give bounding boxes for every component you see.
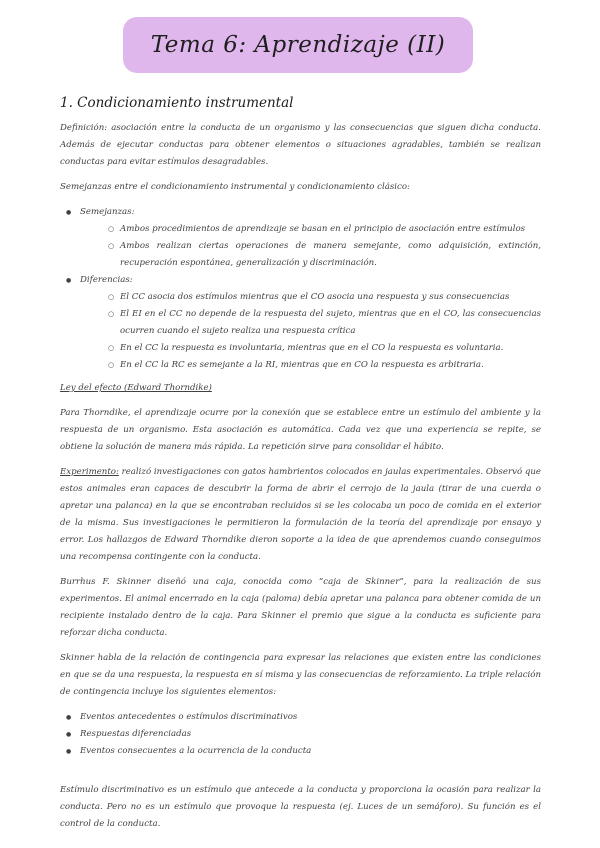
- list-item: ● Respuestas diferenciadas: [60, 726, 541, 743]
- similarities-sublist: [80, 221, 541, 272]
- list-item: ○ En el CC la RC es semejante a la RI, mientras que en CO la respuesta es arbitraria.: [80, 357, 541, 374]
- thorndike-paragraph: Para Thorndike, el aprendizaje ocurre por la conexión que se establece entre un estímulo del ambiente y la respuesta de un organismo. Esta asociación es automática. Cada vez que una experiencia se repite, se obtiene la solución de manera más rápida. La repetición sirve para consolidar el hábito.: [60, 408, 541, 452]
- document-body: [60, 93, 541, 841]
- list-item: ● Eventos antecedentes o estímulos discriminativos: [60, 709, 541, 726]
- list-item-differences: [60, 272, 541, 374]
- list-item: ○ En el CC la respuesta es involuntaria, mientras que en el CO la respuesta es voluntaria.: [80, 340, 541, 357]
- experiment-label: Experimento:: [60, 467, 119, 477]
- list-item: ○ Ambos procedimientos de aprendizaje se basan en el principio de asociación entre estímulos: [80, 221, 541, 238]
- contingency-list: [60, 709, 541, 760]
- comparison-list: [60, 204, 541, 374]
- experiment-text: realizó investigaciones con gatos hambrientos colocados en jaulas experimentales. Observó que estos animales eran capaces de descubrir la forma de abrir el cerrojo de la jaula (tirar de una cuerda o apretar una palanca) en la que se encontraban recluidos si se les colocaba un poco de comida en el exterior de la misma. Sus investigaciones le permitieron la formulación de la teoría del aprendizaje por ensayo y error. Los hallazgos de Edward Thorndike dieron soporte a la idea de que aprendemos cuando conseguimos una recompensa contingente con la conducta.: [60, 467, 541, 562]
- similarities-label: Semejanzas:: [80, 207, 135, 217]
- list-item: ● Eventos consecuentes a la ocurrencia de la conducta: [60, 743, 541, 760]
- law-of-effect-heading: Ley del efecto (Edward Thorndike): [60, 383, 212, 393]
- page-title: Tema 6: Aprendizaje (II): [150, 32, 446, 58]
- definition-text: asociación entre la conducta de un organismo y las consecuencias que siguen dicha conducta. Además de ejecutar conductas para obtener elementos o situaciones agradables, también se realizan conductas para evitar estímulos desagradables.: [60, 123, 541, 167]
- skinner-paragraph: Burrhus F. Skinner diseñó una caja, conocida como “caja de Skinner”, para la realización de sus experimentos. El animal encerrado en la caja (paloma) debía apretar una palanca para obtener comida de un recipiente instalado dentro de la caja. Para Skinner el premio que sigue a la conducta es suficiente para reforzar dicha conducta.: [60, 577, 541, 638]
- definition-paragraph: [60, 120, 541, 171]
- differences-label: Diferencias:: [80, 275, 133, 285]
- list-item: ○ Ambos realizan ciertas operaciones de manera semejante, como adquisición, extinción, recuperación espontánea, generalización y discriminación.: [80, 238, 541, 272]
- experiment-paragraph: [60, 464, 541, 566]
- contingency-paragraph: Skinner habla de la relación de contingencia para expresar las relaciones que existen entre las condiciones en que se da una respuesta, la respuesta en sí misma y las consecuencias de reforzamiento. La triple relación de contingencia incluye los siguientes elementos:: [60, 653, 541, 697]
- list-item: ○ El EI en el CC no depende de la respuesta del sujeto, mientras que en el CO, las consecuencias ocurren cuando el sujeto realiza una respuesta crítica: [80, 306, 541, 340]
- discriminative-paragraph: Estímulo discriminativo es un estímulo que antecede a la conducta y proporciona la ocasión para realizar la conducta. Pero no es un estímulo que provoque la respuesta (ej. Luces de un semáforo). Su función es el control de la conducta.: [60, 785, 541, 829]
- definition-label: Definición:: [60, 123, 108, 133]
- list-item-similarities: [60, 204, 541, 272]
- list-item: ○ El CC asocia dos estímulos mientras que el CO asocia una respuesta y sus consecuencias: [80, 289, 541, 306]
- differences-sublist: [80, 289, 541, 374]
- similarities-intro: Semejanzas entre el condicionamiento instrumental y condicionamiento clásico:: [60, 182, 410, 192]
- title-banner: [123, 17, 473, 73]
- section-heading: 1. Condicionamiento instrumental: [60, 95, 294, 111]
